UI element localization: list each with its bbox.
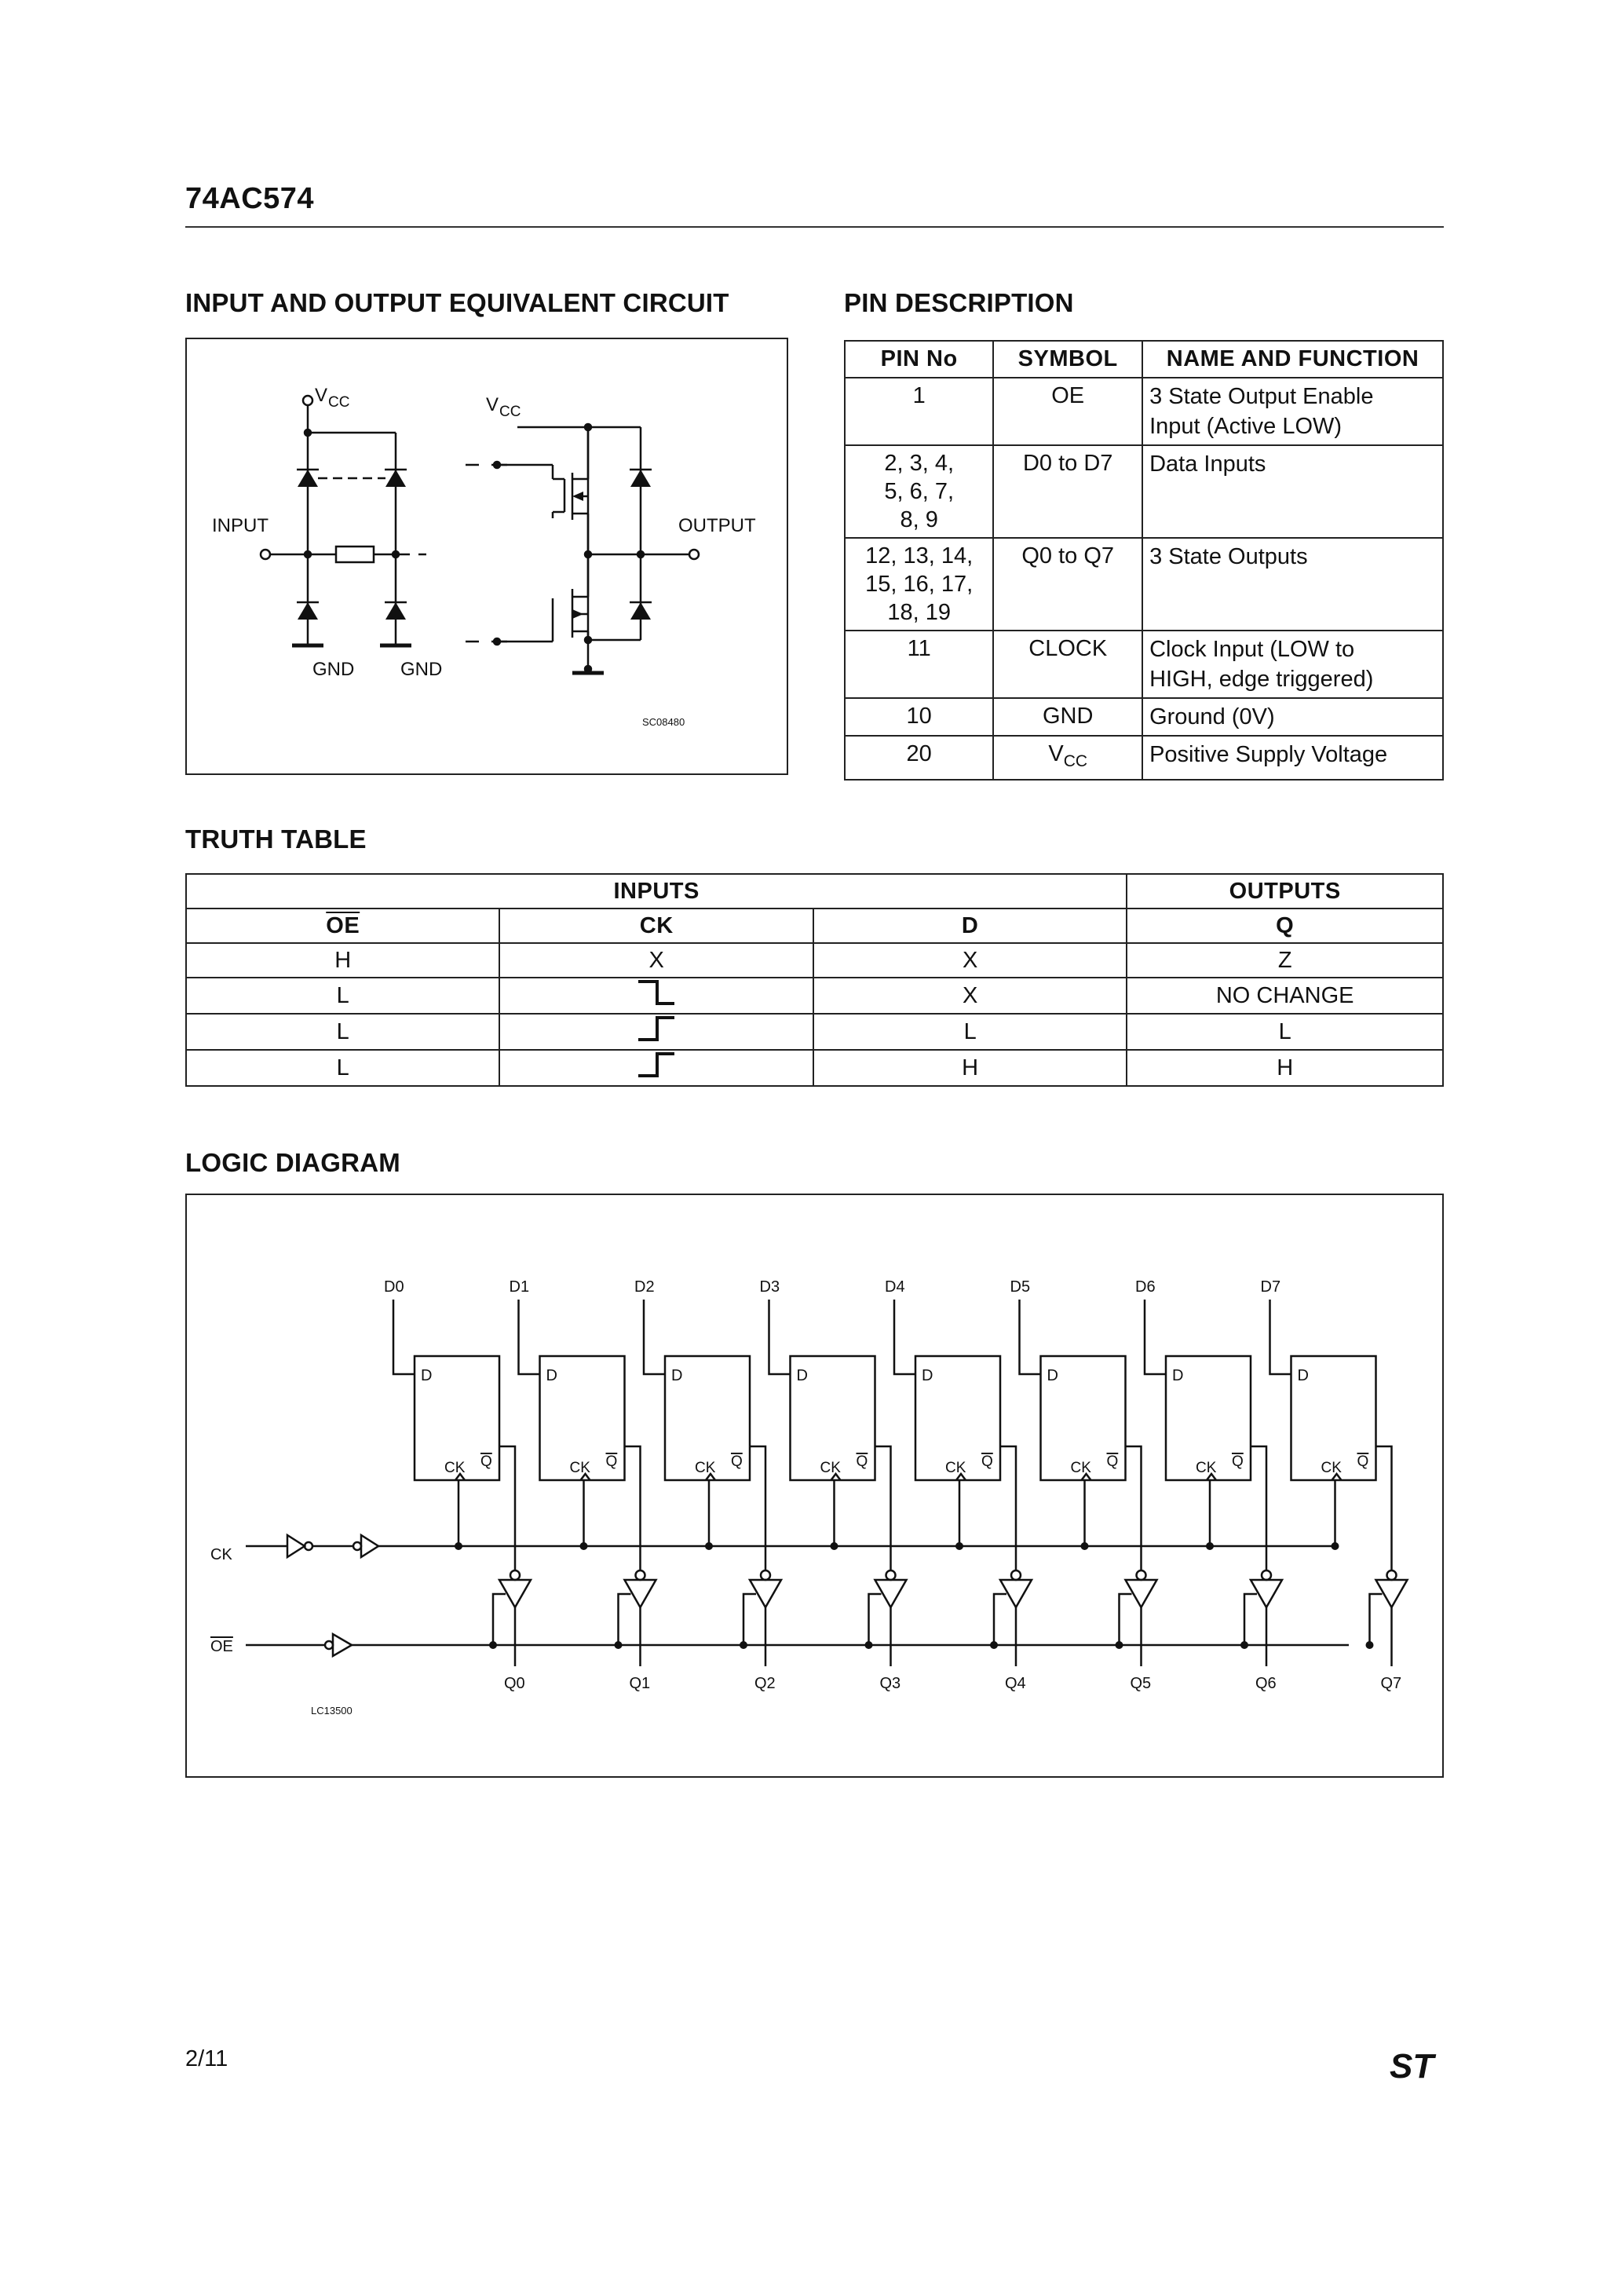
- pin-header-pin: PIN No: [845, 341, 993, 378]
- truth-q: NO CHANGE: [1127, 978, 1443, 1014]
- pin-number: 12, 13, 14,: [865, 543, 974, 569]
- pin-function-line: Clock Input (LOW to: [1149, 637, 1355, 662]
- truth-col-oe: $\overline{OE}$: [326, 912, 360, 938]
- table-row: [186, 1014, 1443, 1050]
- vcc-label-left: V: [315, 385, 328, 406]
- q-output-label: Q0: [504, 1675, 525, 1692]
- truth-group-outputs: OUTPUTS: [1127, 874, 1443, 909]
- truth-oe: L: [186, 978, 499, 1014]
- ck-junction: [1206, 1542, 1214, 1550]
- pin-symbol: D0 to D7: [993, 445, 1142, 538]
- d-wire: [894, 1300, 915, 1374]
- d-wire: [519, 1300, 540, 1374]
- q-wire: [1376, 1446, 1392, 1570]
- pin-symbol: Q0 to Q7: [993, 538, 1142, 631]
- ff-q-label: Q: [480, 1453, 492, 1470]
- truth-ck: X: [499, 943, 813, 978]
- circuit-title: INPUT AND OUTPUT EQUIVALENT CIRCUIT: [185, 288, 729, 317]
- oe-junction: [615, 1641, 623, 1649]
- q-output-label: Q5: [1130, 1675, 1152, 1692]
- pin-number: 11: [907, 636, 931, 661]
- ff-q-label: Q: [981, 1453, 993, 1470]
- truth-table-title: TRUTH TABLE: [185, 824, 367, 854]
- ff-d-label: D: [922, 1367, 933, 1384]
- ck-junction: [705, 1542, 713, 1550]
- pin-symbol: GND: [993, 698, 1142, 736]
- truth-oe: L: [186, 1050, 499, 1086]
- truth-d: X: [813, 978, 1127, 1014]
- pin-function-line: Positive Supply Voltage: [1149, 742, 1388, 767]
- table-row: [845, 445, 1443, 538]
- pin-header-symbol: SYMBOL: [993, 341, 1142, 378]
- d-input-label: D6: [1135, 1278, 1156, 1296]
- oe-buffer-icon: [333, 1634, 352, 1656]
- truth-d: H: [813, 1050, 1127, 1086]
- ff-ck-label: CK: [695, 1460, 716, 1476]
- rising-edge-icon: [637, 1051, 676, 1079]
- table-row: [845, 698, 1443, 736]
- q-output-label: Q2: [754, 1675, 776, 1692]
- ck-junction: [1081, 1542, 1089, 1550]
- d-wire: [393, 1300, 415, 1374]
- enable-wire: [743, 1594, 756, 1645]
- page-number: 2/11: [185, 2046, 228, 2071]
- enable-wire: [1244, 1594, 1257, 1645]
- d-input-label: D0: [384, 1278, 404, 1296]
- d-input-label: D3: [759, 1278, 780, 1296]
- ff-q-label: Q: [1106, 1453, 1119, 1470]
- d-input-label: D5: [1010, 1278, 1031, 1296]
- pin-symbol: OE: [993, 378, 1142, 445]
- ff-ck-label: CK: [1321, 1460, 1342, 1476]
- ck-buffer-bubble: [353, 1542, 361, 1550]
- ck-junction: [455, 1542, 462, 1550]
- truth-q: H: [1127, 1050, 1443, 1086]
- d-input-label: D4: [885, 1278, 905, 1296]
- d-wire: [644, 1300, 665, 1374]
- rising-edge-icon: [637, 1015, 676, 1043]
- table-row: [845, 736, 1443, 780]
- truth-oe: H: [186, 943, 499, 978]
- table-row: [845, 631, 1443, 698]
- logic-diagram-code: LC13500: [311, 1705, 353, 1717]
- d-input-label: D2: [634, 1278, 655, 1296]
- buffer-bubble: [1387, 1570, 1397, 1580]
- q-wire: [1000, 1446, 1016, 1570]
- buffer-bubble: [761, 1570, 770, 1580]
- ff-ck-label: CK: [945, 1460, 966, 1476]
- gnd-label-2: GND: [400, 659, 443, 680]
- ck-junction: [1332, 1542, 1339, 1550]
- enable-wire: [869, 1594, 882, 1645]
- ff-ck-label: CK: [1070, 1460, 1091, 1476]
- gnd-label-1: GND: [312, 659, 355, 680]
- vcc-sub-right: CC: [499, 404, 521, 420]
- vcc-sub-left: CC: [328, 394, 350, 411]
- ff-d-label: D: [671, 1367, 683, 1384]
- ff-d-label: D: [421, 1367, 433, 1384]
- ff-ck-label: CK: [820, 1460, 841, 1476]
- oe-junction: [865, 1641, 873, 1649]
- oe-bubble: [325, 1641, 333, 1649]
- buffer-bubble: [1137, 1570, 1146, 1580]
- pin-function-line: Data Inputs: [1149, 452, 1266, 477]
- q-output-label: Q1: [629, 1675, 651, 1692]
- ff-d-label: D: [1172, 1367, 1184, 1384]
- truth-q: Z: [1127, 943, 1443, 978]
- ff-d-label: D: [1297, 1367, 1309, 1384]
- pin-function-line: Input (Active LOW): [1149, 414, 1343, 439]
- ff-d-label: D: [1047, 1367, 1058, 1384]
- ff-d-label: D: [546, 1367, 557, 1384]
- d-wire: [1145, 1300, 1166, 1374]
- circuit-code: SC08480: [642, 716, 685, 728]
- q-output-label: Q7: [1380, 1675, 1402, 1692]
- pin-number: 10: [906, 704, 932, 729]
- logic-diagram-figure: [185, 1194, 1444, 1778]
- table-row: [845, 378, 1443, 445]
- header-rule: [185, 226, 1444, 228]
- enable-wire: [619, 1594, 631, 1645]
- equivalent-circuit-figure: [185, 338, 788, 775]
- st-logo-icon: [1388, 2046, 1446, 2082]
- q-output-label: Q4: [1005, 1675, 1026, 1692]
- truth-d: X: [813, 943, 1127, 978]
- ck-inverter-icon: [287, 1535, 305, 1557]
- oe-junction: [489, 1641, 497, 1649]
- table-row: [186, 943, 1443, 978]
- truth-d: L: [813, 1014, 1127, 1050]
- buffer-bubble: [636, 1570, 645, 1580]
- pin-description-title: PIN DESCRIPTION: [844, 288, 1074, 317]
- d-input-label: D7: [1260, 1278, 1281, 1296]
- pin-symbol: CLOCK: [993, 631, 1142, 698]
- vcc-label-right: V: [486, 394, 499, 415]
- truth-group-inputs: INPUTS: [186, 874, 1127, 909]
- ck-junction: [955, 1542, 963, 1550]
- q-wire: [875, 1446, 891, 1570]
- pin-function-line: HIGH, edge triggered): [1149, 667, 1374, 692]
- table-row: [186, 1050, 1443, 1086]
- d-wire: [1020, 1300, 1041, 1374]
- pin-symbol-sub: CC: [1063, 751, 1088, 770]
- logic-diagram-svg: [187, 1195, 1442, 1776]
- pin-function-line: 3 State Outputs: [1149, 544, 1308, 569]
- pin-description-table: [844, 340, 1444, 781]
- part-number: 74AC574: [185, 182, 315, 215]
- ff-q-label: Q: [1357, 1453, 1369, 1470]
- q-wire: [1126, 1446, 1142, 1570]
- oe-junction: [1366, 1641, 1374, 1649]
- truth-oe: L: [186, 1014, 499, 1050]
- oe-junction: [1240, 1641, 1248, 1649]
- ck-input-label: CK: [210, 1546, 232, 1563]
- logic-diagram-title: LOGIC DIAGRAM: [185, 1148, 400, 1177]
- oe-junction: [740, 1641, 747, 1649]
- enable-wire: [994, 1594, 1006, 1645]
- table-row: [186, 978, 1443, 1014]
- oe-junction: [1116, 1641, 1123, 1649]
- pin-number: 2, 3, 4,: [884, 451, 954, 476]
- ff-ck-label: CK: [444, 1460, 466, 1476]
- pin-number: 1: [912, 383, 926, 408]
- enable-wire: [493, 1594, 506, 1645]
- enable-wire: [1370, 1594, 1383, 1645]
- d-wire: [769, 1300, 791, 1374]
- oe-input-label: OE: [210, 1638, 233, 1655]
- ff-q-label: Q: [605, 1453, 618, 1470]
- table-row: [845, 538, 1443, 631]
- ff-ck-label: CK: [1196, 1460, 1217, 1476]
- q-wire: [750, 1446, 765, 1570]
- truth-table: [185, 873, 1444, 1087]
- q-wire: [625, 1446, 641, 1570]
- pin-number: 20: [906, 741, 932, 766]
- ff-q-label: Q: [856, 1453, 868, 1470]
- truth-q: L: [1127, 1014, 1443, 1050]
- ck-buffer-icon: [361, 1535, 378, 1557]
- ff-q-label: Q: [1232, 1453, 1244, 1470]
- ff-ck-label: CK: [569, 1460, 590, 1476]
- falling-edge-icon: [637, 978, 676, 1007]
- buffer-bubble: [1011, 1570, 1021, 1580]
- st-logo-text: ST: [1390, 2047, 1434, 2082]
- q-output-label: Q6: [1255, 1675, 1277, 1692]
- q-wire: [1251, 1446, 1266, 1570]
- buffer-bubble: [886, 1570, 896, 1580]
- pin-header-function: NAME AND FUNCTION: [1142, 341, 1443, 378]
- pin-function-line: Ground (0V): [1149, 704, 1275, 729]
- ck-junction: [580, 1542, 588, 1550]
- input-label: INPUT: [212, 515, 269, 536]
- q-output-label: Q3: [879, 1675, 901, 1692]
- equivalent-circuit-svg: [187, 339, 787, 773]
- ck-junction: [831, 1542, 838, 1550]
- d-input-label: D1: [509, 1278, 530, 1296]
- truth-col-ck: CK: [499, 909, 813, 943]
- buffer-bubble: [1262, 1570, 1271, 1580]
- output-label: OUTPUT: [678, 515, 756, 536]
- truth-col-d: D: [813, 909, 1127, 943]
- oe-junction: [990, 1641, 998, 1649]
- pin-number: 5, 6, 7,: [884, 479, 954, 504]
- enable-wire: [1120, 1594, 1132, 1645]
- q-wire: [499, 1446, 515, 1570]
- ff-d-label: D: [796, 1367, 808, 1384]
- truth-col-q: Q: [1127, 909, 1443, 943]
- pin-number: 15, 16, 17,: [865, 572, 974, 597]
- pin-function-line: 3 State Output Enable: [1149, 384, 1374, 409]
- d-wire: [1270, 1300, 1291, 1374]
- pin-symbol: V: [1048, 741, 1064, 766]
- ff-q-label: Q: [731, 1453, 743, 1470]
- buffer-bubble: [510, 1570, 520, 1580]
- pin-number: 8, 9: [900, 507, 938, 532]
- pin-number: 18, 19: [887, 600, 951, 625]
